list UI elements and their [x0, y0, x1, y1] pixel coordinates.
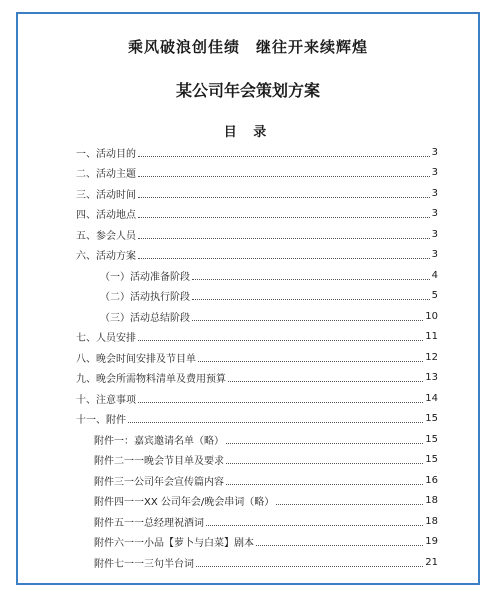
toc-entry[interactable] [76, 532, 438, 553]
toc-entry-label: 附件一：嘉宾邀请名单（略） [94, 435, 224, 447]
toc-leader-dots [138, 176, 430, 177]
toc-leader-dots [226, 463, 423, 464]
toc-entry-label: 十一、附件 [76, 415, 126, 427]
toc-leader-dots [138, 258, 430, 259]
toc-entry-label: 附件五一一总经理祝酒词 [94, 517, 204, 529]
toc-entry-label: （二）活动执行阶段 [100, 292, 190, 304]
toc-leader-dots [196, 566, 423, 567]
toc-entry[interactable] [76, 409, 438, 430]
toc-entry[interactable] [76, 511, 438, 532]
toc-leader-dots [138, 340, 423, 341]
toc-entry-label: 附件七一一三句半台词 [94, 558, 194, 570]
toc-entry-label: 附件二一一晚会节目单及要求 [94, 456, 224, 468]
toc-entry-page: 3 [431, 249, 438, 261]
toc-entry[interactable] [76, 388, 438, 409]
toc-entry-label: 八、晚会时间安排及节目单 [76, 353, 196, 365]
toc-leader-dots [276, 504, 423, 505]
toc-entry-label: 十、注意事项 [76, 394, 136, 406]
toc-leader-dots [228, 381, 423, 382]
toc-entry[interactable] [76, 347, 438, 368]
toc-entry-page: 21 [425, 556, 438, 568]
toc-entry[interactable] [76, 306, 438, 327]
toc-leader-dots [198, 361, 423, 362]
toc-entry[interactable] [76, 429, 438, 450]
toc-entry-page: 3 [431, 228, 438, 240]
toc-entry-label: 七、人员安排 [76, 333, 136, 345]
toc-entry-page: 19 [425, 536, 438, 548]
toc-entry-label: 附件六一一小品【萝卜与白菜】剧本 [94, 538, 254, 550]
headline-left: 乘风破浪创佳绩 [127, 38, 240, 56]
toc-entry-page: 3 [431, 187, 438, 199]
toc-entry-label: 九、晚会所需物料清单及费用预算 [76, 374, 226, 386]
toc-entry-label: 二、活动主题 [76, 169, 136, 181]
toc-leader-dots [192, 320, 423, 321]
toc-entry-page: 15 [425, 454, 438, 466]
toc-entry[interactable] [76, 491, 438, 512]
toc-leader-dots [192, 299, 430, 300]
toc-entry-page: 14 [425, 392, 438, 404]
toc-leader-dots [256, 545, 423, 546]
toc-leader-dots [226, 443, 423, 444]
toc-entry-page: 15 [425, 413, 438, 425]
toc-entry[interactable] [76, 142, 438, 163]
document-title: 某公司年会策划方案 [175, 81, 320, 100]
toc-entry[interactable] [76, 450, 438, 471]
headline-right: 继往开来续辉煌 [256, 38, 369, 56]
toc-leader-dots [138, 197, 430, 198]
toc-leader-dots [138, 402, 423, 403]
toc-entry[interactable] [76, 470, 438, 491]
toc-entry-label: 一、活动目的 [76, 148, 136, 160]
toc-entry[interactable] [76, 265, 438, 286]
toc-entry[interactable] [76, 163, 438, 184]
toc-leader-dots [138, 217, 430, 218]
toc-entry-page: 5 [431, 290, 438, 302]
toc-entry[interactable] [76, 245, 438, 266]
toc-entry-page: 10 [425, 310, 438, 322]
toc-entry[interactable] [76, 327, 438, 348]
toc-entry-page: 13 [425, 372, 438, 384]
table-of-contents [76, 142, 438, 573]
toc-entry[interactable] [76, 552, 438, 573]
toc-entry-page: 11 [425, 331, 438, 343]
toc-leader-dots [206, 525, 423, 526]
toc-entry-page: 15 [425, 433, 438, 445]
toc-entry-label: 三、活动时间 [76, 189, 136, 201]
toc-entry-label: 四、活动地点 [76, 210, 136, 222]
toc-entry[interactable] [76, 183, 438, 204]
toc-leader-dots [192, 279, 430, 280]
toc-leader-dots [128, 422, 423, 423]
toc-entry-page: 3 [431, 167, 438, 179]
toc-entry[interactable] [76, 286, 438, 307]
toc-entry-label: 附件三一公司年会宣传篇内容 [94, 476, 224, 488]
toc-leader-dots [226, 484, 423, 485]
headline [18, 36, 478, 57]
toc-entry[interactable] [76, 204, 438, 225]
toc-heading: 目 录 [223, 125, 273, 140]
toc-entry[interactable] [76, 224, 438, 245]
toc-leader-dots [138, 238, 430, 239]
toc-entry-page: 3 [431, 146, 438, 158]
toc-leader-dots [138, 156, 430, 157]
toc-entry-page: 4 [431, 269, 438, 281]
toc-entry-page: 16 [425, 474, 438, 486]
toc-entry-page: 18 [425, 495, 438, 507]
page-border [16, 12, 480, 585]
toc-entry-label: 六、活动方案 [76, 251, 136, 263]
toc-entry-label: 附件四一一XX 公司年会/晚会串词（略） [94, 497, 275, 509]
toc-entry-page: 3 [431, 208, 438, 220]
toc-entry-label: （一）活动准备阶段 [100, 271, 190, 283]
toc-entry-label: 五、参会人员 [76, 230, 136, 242]
toc-entry-label: （三）活动总结阶段 [100, 312, 190, 324]
toc-entry-page: 12 [425, 351, 438, 363]
toc-entry-page: 18 [425, 515, 438, 527]
toc-entry[interactable] [76, 368, 438, 389]
